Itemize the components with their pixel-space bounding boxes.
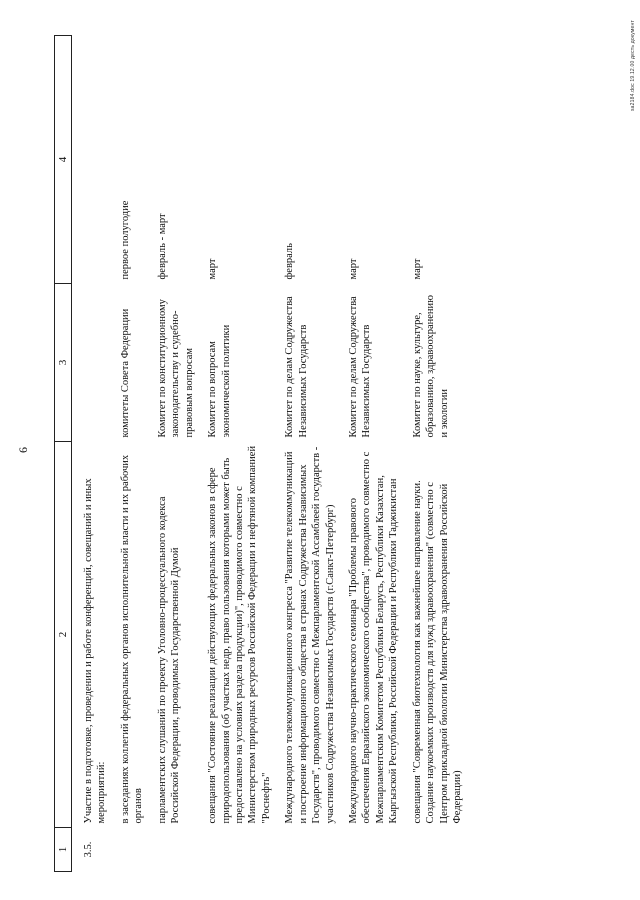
event-cell: Международного научно-практического семинара "Проблемы правового обеспечения Евразийского экономического сообщества", проводимого совместно с Межпарламентским Комитетом Республики Беларусь, Республики Казахстан, Кыргызской Республики, Российской Федерации и Республики Таджикистан <box>348 451 400 824</box>
event-cell: Международного телекоммуникационного конгресса "Развитие телекоммуникаций и построение информационного общества в странах Содружества Независимых Государств", проводимого совместно с Межпарламентской Ассамблеей государств - участников Содружества Независимых Государств (г.Санкт-Петербург) <box>284 446 336 824</box>
column-number-4: 4 <box>55 36 72 284</box>
table-row <box>280 36 344 872</box>
responsible-cell: Комитет по делам Содружества Независимых Государств <box>348 296 373 438</box>
table-row <box>344 36 408 872</box>
responsible-cell: Комитет по вопросам экономической политики <box>207 324 232 438</box>
event-cell: в заседаниях коллегий федеральных органов исполнительной власти и их рабочих органов <box>119 454 145 824</box>
responsible-cell: комитеты Совета Федерации <box>119 308 131 438</box>
column-number-2: 2 <box>55 442 72 828</box>
column-number-1: 1 <box>55 828 72 872</box>
period-cell: первое полугодие <box>119 200 131 280</box>
table-row <box>116 36 153 872</box>
table-header-row <box>55 36 72 872</box>
table-row <box>153 36 203 872</box>
period-cell: март <box>411 258 423 280</box>
period-cell: февраль - март <box>156 213 168 280</box>
section-empty-cell <box>72 284 116 442</box>
responsible-cell: Комитет по делам Содружества Независимых Государств <box>284 296 309 438</box>
period-cell: февраль <box>284 243 296 280</box>
event-cell: совещания "Состояние реализации действующих федеральных законов в сфере природопользования (об участках недр, право пользования которыми может быть предоставлено на условиях раздела продукции)", проводимого совместно с Министерством природных ресурсов Российской Федерации и нефтяной компанией "Роснефть" <box>207 445 272 824</box>
section-title: Участие в подготовке, проведении и работе конференций, совещаний и иных мероприятий: <box>83 478 108 824</box>
period-cell: март <box>207 258 219 280</box>
section-number: 3.5. <box>83 841 94 858</box>
event-cell: парламентских слушаний по проекту Уголовно-процессуального кодекса Российской Федерации, проводимых Государственной Думой <box>156 496 182 824</box>
page-number: 6 <box>16 447 30 453</box>
responsible-cell: Комитет по конституционному законодательству и судебно-правовым вопросам <box>156 299 195 438</box>
section-empty-cell <box>72 36 116 284</box>
column-number-3: 3 <box>55 284 72 442</box>
section-row <box>72 36 116 872</box>
table-row <box>408 36 472 872</box>
event-cell: совещания "Современная биотехнология как важнейшее направление науки. Создание наукоемких производств для нужд здравоохранения" (совместно с Центром прикладной биологии Министерства здравоохранения Российской Федерации) <box>411 480 464 824</box>
table-row <box>203 36 280 872</box>
plan-table <box>54 35 472 872</box>
period-cell: март <box>348 258 359 280</box>
responsible-cell: Комитет по науке, культуре, образованию, здравоохранению и экологии <box>411 294 450 438</box>
file-code: sa2184.doc 19.12.00 десть документ <box>629 20 636 112</box>
